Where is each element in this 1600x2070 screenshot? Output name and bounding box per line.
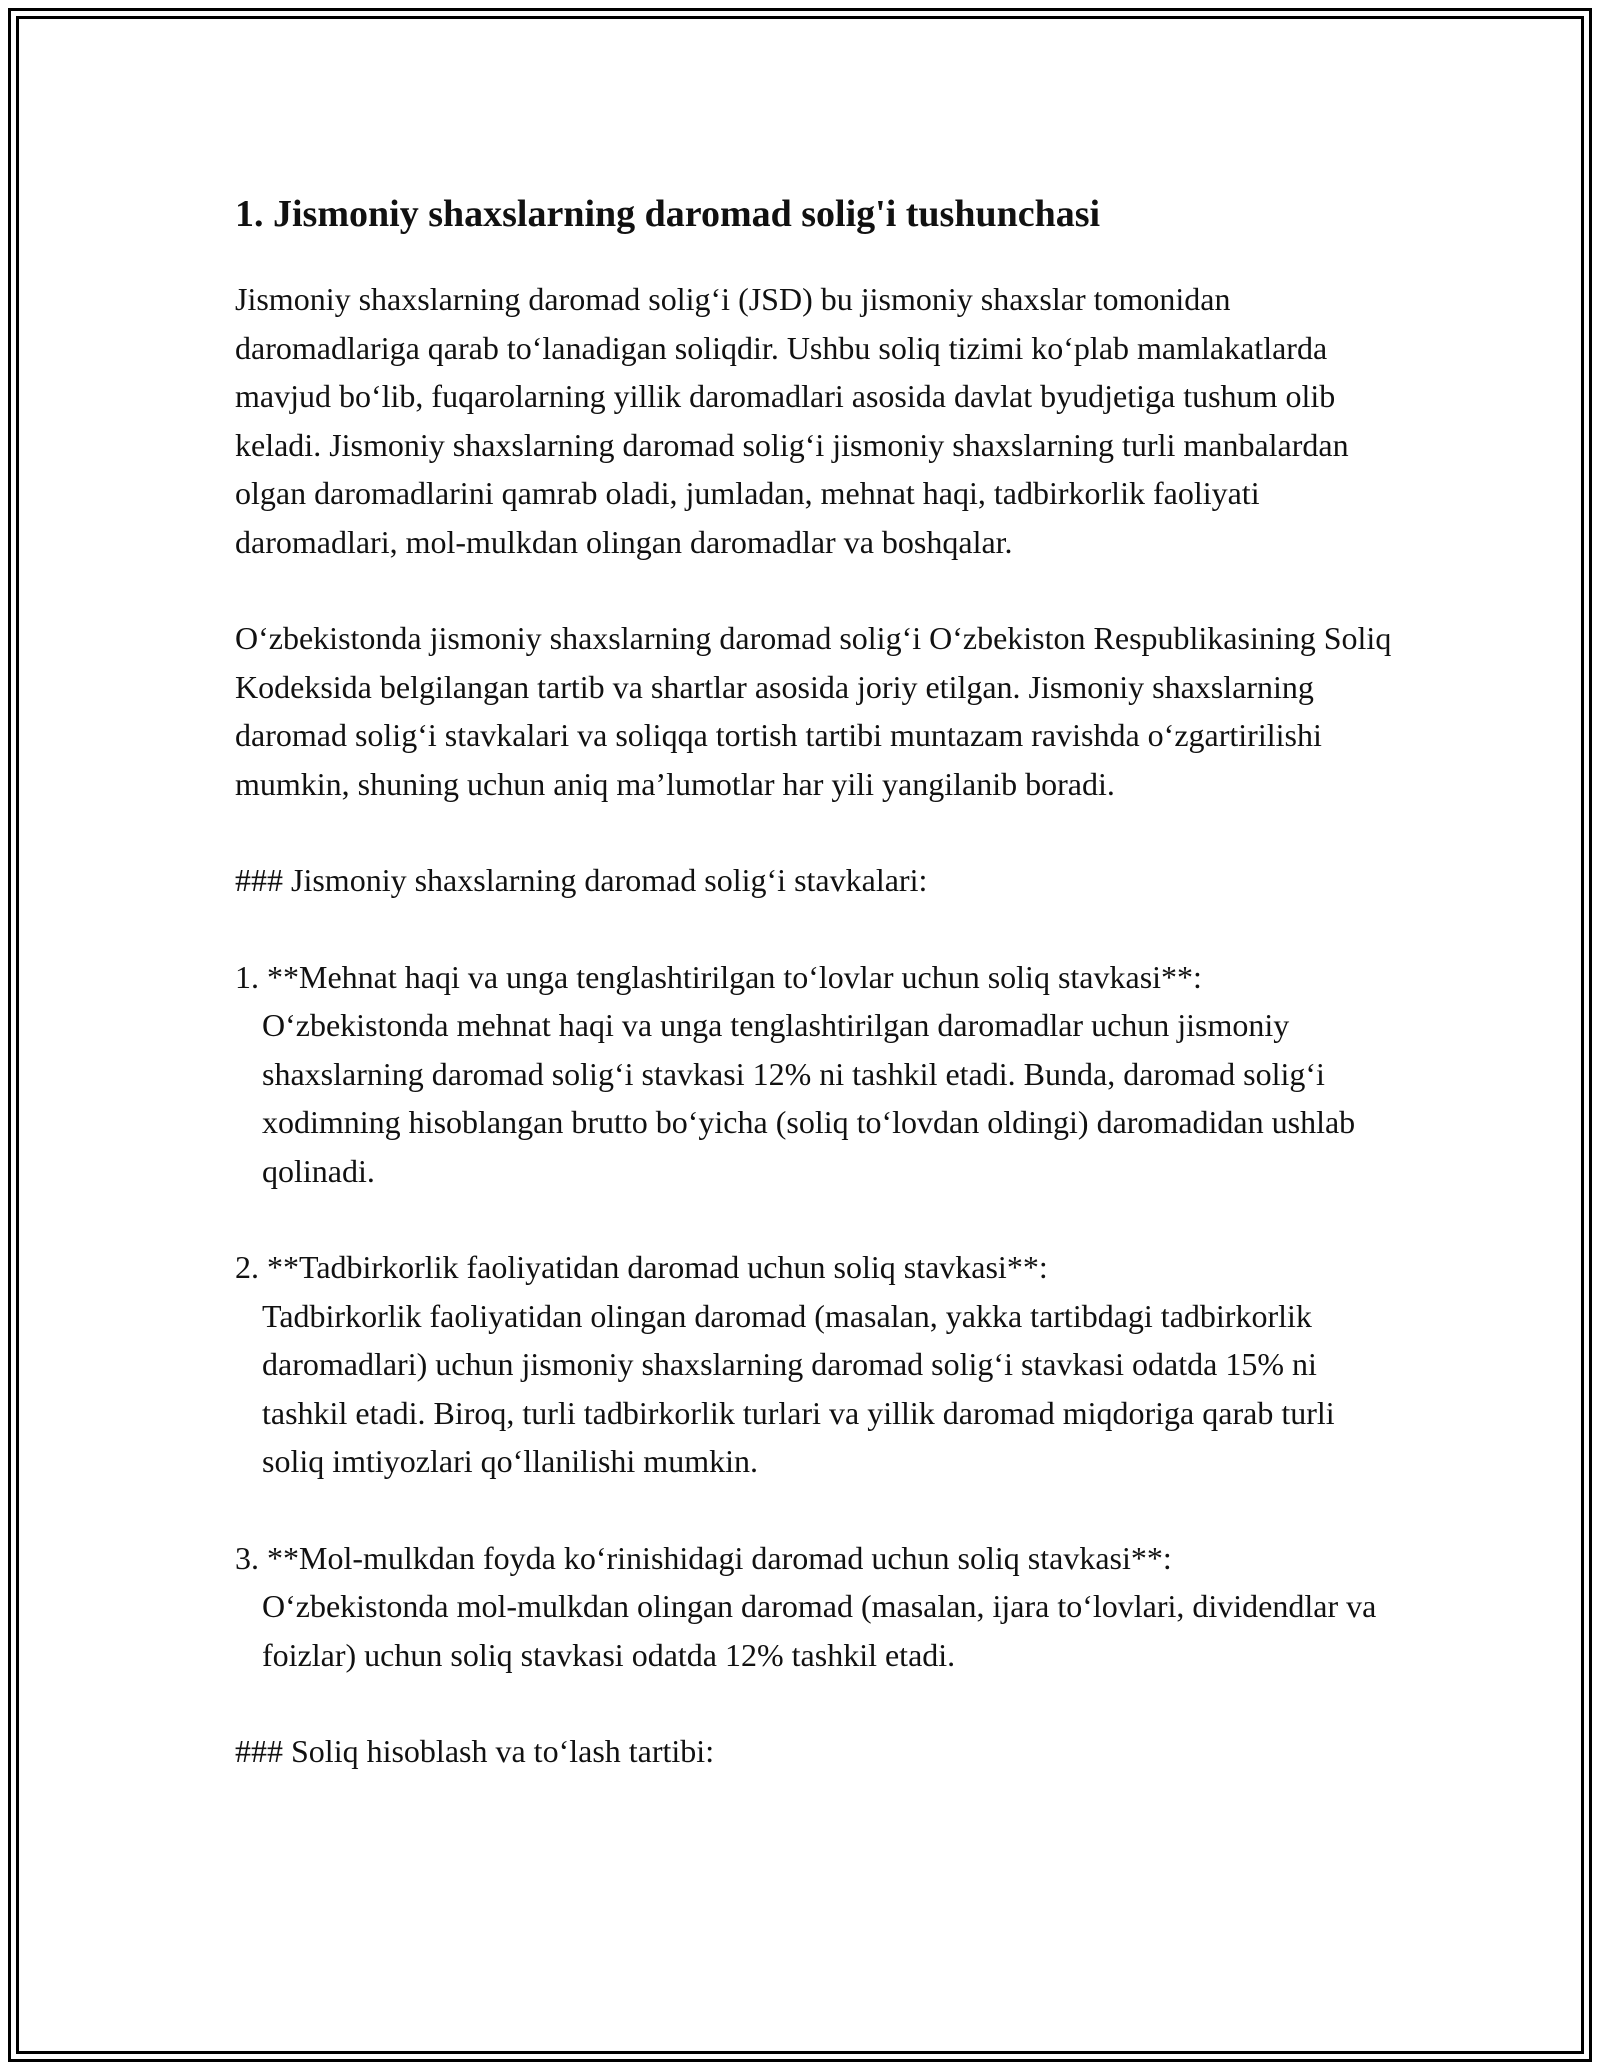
list-item [235, 1243, 1395, 1486]
document-body [235, 187, 1395, 1824]
list-item-body: O‘zbekistonda mol-mulkdan olingan daromad (masalan, ijara to‘lovlari, dividendlar va foizlar) uchun soliq stavkasi odatda 12% tashkil etadi. [262, 1588, 1377, 1673]
list-item-body: O‘zbekistonda mehnat haqi va unga tenglashtirilgan daromadlar uchun jismoniy shaxslarning daromad solig‘i stavkasi 12% ni tashkil etadi. Bunda, daromad solig‘i xodimning hisoblangan brutto bo‘yicha (soliq to‘lovdan oldingi) daromadidan ushlab qolinadi. [262, 1007, 1356, 1189]
paragraph-intro: Jismoniy shaxslarning daromad solig‘i (JSD) bu jismoniy shaxslar tomonidan daromadlariga qarab to‘lanadigan soliqdir. Ushbu soliq tizimi ko‘plab mamlakatlarda mavjud bo‘lib, fuqarolarning yillik daromadlari asosida davlat byudjetiga tushum olib keladi. Jismoniy shaxslarning daromad solig‘i jismoniy shaxslarning turli manbalardan olgan daromadlarini qamrab oladi, jumladan, mehnat haqi, tadbirkorlik faoliyati daromadlari, mol-mulkdan olingan daromadlar va boshqalar. [235, 281, 1349, 560]
section-heading-procedure: ### Soliq hisoblash va to‘lash tartibi: [235, 1733, 715, 1769]
section-heading-rates: ### Jismoniy shaxslarning daromad solig‘i stavkalari: [235, 862, 928, 898]
list-item [235, 1534, 1395, 1680]
list-item-heading: 1. **Mehnat haqi va unga tenglashtirilgan to‘lovlar uchun soliq stavkasi**: [235, 958, 1202, 995]
document-title: 1. Jismoniy shaxslarning daromad solig'i tushunchasi [235, 193, 1101, 235]
list-item-heading: 3. **Mol-mulkdan foyda ko‘rinishidagi daromad uchun soliq stavkasi**: [235, 1539, 1172, 1576]
list-item [235, 953, 1395, 1196]
list-item-body: Tadbirkorlik faoliyatidan olingan daromad (masalan, yakka tartibdagi tadbirkorlik daromadlari) uchun jismoniy shaxslarning daromad solig‘i stavkasi odatda 15% ni tashkil etadi. Biroq, turli tadbirkorlik turlari va yillik daromad miqdoriga qarab turli soliq imtiyozlari qo‘llanilishi mumkin. [262, 1297, 1335, 1479]
paragraph-uzbekistan: O‘zbekistonda jismoniy shaxslarning daromad solig‘i O‘zbekiston Respublikasining Soliq Kodeksida belgilangan tartib va shartlar asosida joriy etilgan. Jismoniy shaxslarning daromad solig‘i stavkalari va soliqqa tortish tartibi muntazam ravishda o‘zgartirilishi mumkin, shuning uchun aniq ma’lumotlar har yili yangilanib boradi. [235, 620, 1392, 802]
list-item-heading: 2. **Tadbirkorlik faoliyatidan daromad uchun soliq stavkasi**: [235, 1249, 1048, 1285]
